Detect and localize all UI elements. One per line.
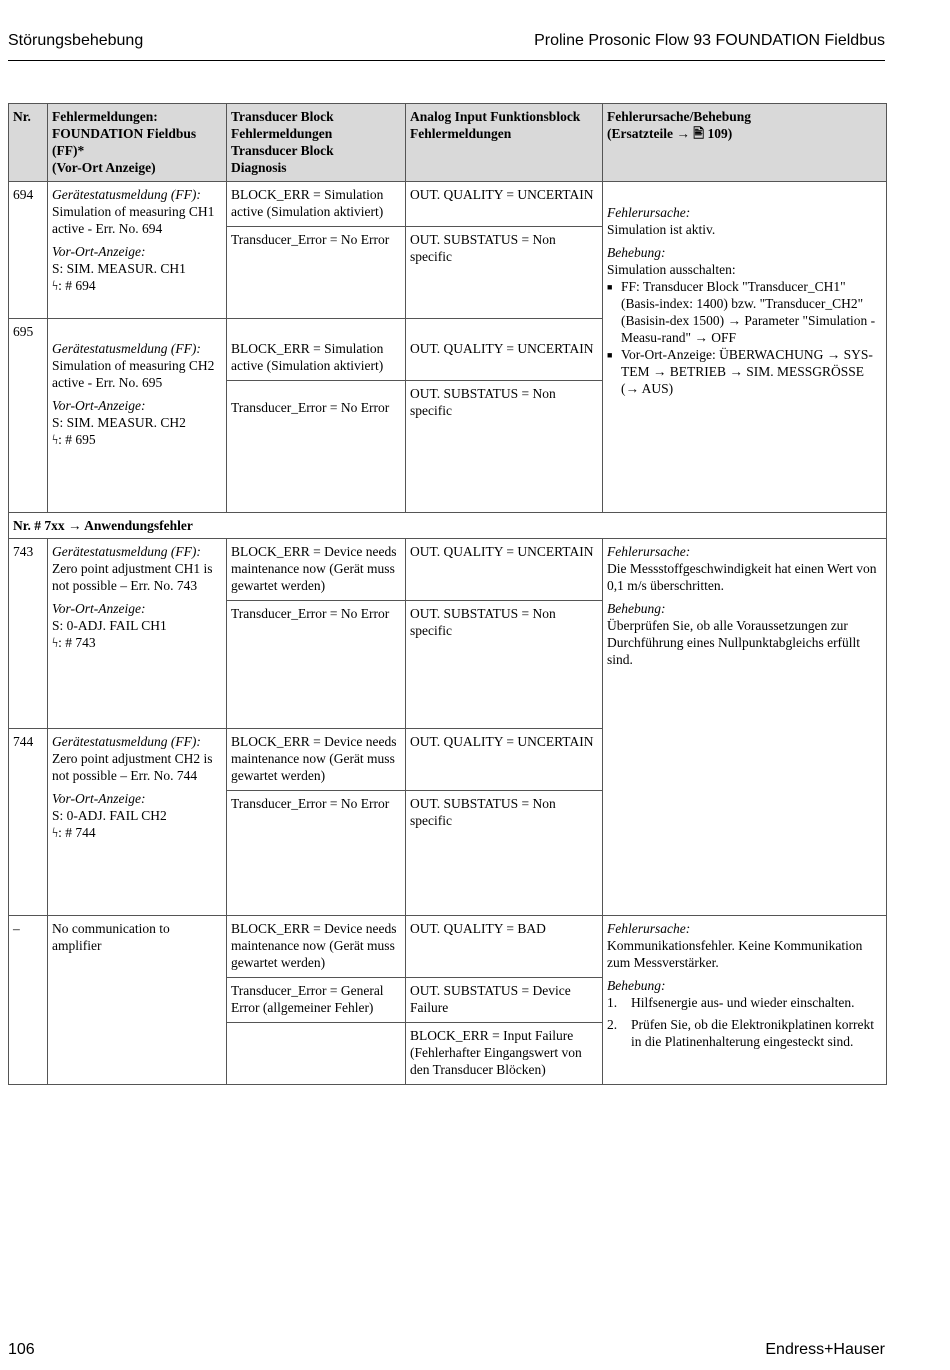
cell-ai-substatus: OUT. SUBSTATUS = Non specific bbox=[406, 791, 603, 916]
cell-transducer-block-err: BLOCK_ERR = Device needs maintenance now (Gerät muss gewartet werden) bbox=[227, 729, 406, 791]
cell-ff-message: Gerätestatusmeldung (FF): Zero point adjustment CH2 is not possible – Err. No. 744 Vor-Ort-Anzeige: S: 0-ADJ. FAIL CH2 ϟ: # 744 bbox=[48, 729, 227, 916]
cell-ai-quality: OUT. QUALITY = UNCERTAIN bbox=[406, 729, 603, 791]
cell-nr: 694 bbox=[9, 182, 48, 319]
list-item: ■ Vor-Ort-Anzeige: ÜBERWACHUNG → SYS-TEM → BETRIEB → SIM. MESSGRÖSSE (→ AUS) bbox=[621, 346, 882, 397]
cell-ff-message: Gerätestatusmeldung (FF): Zero point adjustment CH1 is not possible – Err. No. 743 Vor-Ort-Anzeige: S: 0-ADJ. FAIL CH1 ϟ: # 743 bbox=[48, 539, 227, 729]
cell-remedy-communication: Fehlerursache: Kommunikationsfehler. Keine Kommunikation zum Messverstärker. Behebung: 1. Hilfsenergie aus- und wieder einschalten. 2. Prüfen Sie, ob die Elektronikplatinen korrekt in die Platinenhalterung eingesteckt sind. bbox=[603, 916, 887, 1085]
col-header-ff: Fehlermeldungen: FOUNDATION Fieldbus (FF)* (Vor-Ort Anzeige) bbox=[48, 104, 227, 182]
header-section-title: Störungsbehebung bbox=[8, 32, 144, 49]
cell-transducer-error: Transducer_Error = No Error bbox=[227, 791, 406, 916]
remedy-list bbox=[607, 278, 882, 397]
table-header-row bbox=[9, 104, 887, 182]
cell-ai-substatus: OUT. SUBSTATUS = Device Failure bbox=[406, 978, 603, 1023]
section-row bbox=[9, 513, 887, 539]
table-row bbox=[9, 182, 887, 227]
list-item: 2. Prüfen Sie, ob die Elektronikplatinen korrekt in die Platinenhalterung eingesteckt sind. bbox=[607, 1017, 874, 1049]
page-number: 106 bbox=[8, 1341, 35, 1358]
cell-nr: 695 bbox=[9, 319, 48, 513]
section-title: Nr. # 7xx → Anwendungsfehler bbox=[9, 513, 887, 539]
cell-transducer-block-err: BLOCK_ERR = Device needs maintenance now (Gerät muss gewartet werden) bbox=[227, 539, 406, 601]
cell-transducer-block-err: BLOCK_ERR = Simulation active (Simulation aktiviert) bbox=[227, 319, 406, 381]
cell-ff-message: Gerätestatusmeldung (FF): Simulation of measuring CH1 active - Err. No. 694 Vor-Ort-Anzeige: S: SIM. MEASUR. CH1 ϟ: # 694 bbox=[48, 182, 227, 319]
cell-ai-quality: OUT. QUALITY = BAD bbox=[406, 916, 603, 978]
cell-ff-message: No communication to amplifier bbox=[48, 916, 227, 1085]
cell-nr: 744 bbox=[9, 729, 48, 916]
cell-ff-message: Gerätestatusmeldung (FF): Simulation of measuring CH2 active - Err. No. 695 Vor-Ort-Anzeige: S: SIM. MEASUR. CH2 ϟ: # 695 bbox=[48, 319, 227, 513]
cell-nr: 743 bbox=[9, 539, 48, 729]
cell-ai-quality: OUT. QUALITY = UNCERTAIN bbox=[406, 539, 603, 601]
table-row bbox=[9, 916, 887, 978]
cell-remedy-simulation: Fehlerursache: Simulation ist aktiv. Behebung: Simulation ausschalten: ■ FF: Transducer Block "Transducer_CH1" (Basis-index: 1400) bzw. "Transducer_CH2" (Basisin-dex 1500) → Parameter "Simulation - Measu-rand" → OFF ■ Vor-Ort-Anzeige: ÜBERWACHUNG → SYS-TEM → BETRIEB → SIM. MESSGRÖSSE (→ AUS) bbox=[603, 182, 887, 513]
header-product-title: Proline Prosonic Flow 93 FOUNDATION Fieldbus bbox=[534, 32, 885, 49]
header-rule bbox=[8, 60, 885, 61]
cell-ai-substatus: OUT. SUBSTATUS = Non specific bbox=[406, 601, 603, 729]
cell-ai-substatus: OUT. SUBSTATUS = Non specific bbox=[406, 227, 603, 319]
cell-ai-substatus: OUT. SUBSTATUS = Non specific bbox=[406, 381, 603, 513]
cell-nr: – bbox=[9, 916, 48, 1085]
col-header-transducer: Transducer Block Fehlermeldungen Transducer Block Diagnosis bbox=[227, 104, 406, 182]
col-header-nr: Nr. bbox=[9, 104, 48, 182]
col-header-analog-input: Analog Input Funktionsblock Fehlermeldungen bbox=[406, 104, 603, 182]
table-row bbox=[9, 539, 887, 601]
list-item: ■ FF: Transducer Block "Transducer_CH1" (Basis-index: 1400) bzw. "Transducer_CH2" (Basisin-dex 1500) → Parameter "Simulation - Measu-rand" → OFF bbox=[621, 278, 882, 346]
cell-ai-quality: OUT. QUALITY = UNCERTAIN bbox=[406, 182, 603, 227]
cell-transducer-error: Transducer_Error = No Error bbox=[227, 381, 406, 513]
cell-transducer-error: Transducer_Error = No Error bbox=[227, 227, 406, 319]
cell-ai-block-err: BLOCK_ERR = Input Failure (Fehlerhafter Eingangswert von den Transducer Blöcken) bbox=[406, 1023, 603, 1085]
col-header-remedy: Fehlerursache/Behebung (Ersatzteile → 🖹 109) bbox=[603, 104, 887, 182]
cell-ai-quality: OUT. QUALITY = UNCERTAIN bbox=[406, 319, 603, 381]
cell-transducer-error: Transducer_Error = General Error (allgemeiner Fehler) bbox=[227, 978, 406, 1023]
cell-empty bbox=[227, 1023, 406, 1085]
error-table bbox=[8, 103, 887, 1085]
cell-remedy-zero-point: Fehlerursache: Die Messstoffgeschwindigkeit hat einen Wert von 0,1 m/s überschritten. Behebung: Überprüfen Sie, ob alle Voraussetzungen zur Durchführung eines Nullpunktabgleichs erfüllt sind. bbox=[603, 539, 887, 916]
cell-transducer-block-err: BLOCK_ERR = Simulation active (Simulation aktiviert) bbox=[227, 182, 406, 227]
cell-transducer-block-err: BLOCK_ERR = Device needs maintenance now (Gerät muss gewartet werden) bbox=[227, 916, 406, 978]
cell-transducer-error: Transducer_Error = No Error bbox=[227, 601, 406, 729]
remedy-steps bbox=[607, 994, 882, 1050]
footer-brand: Endress+Hauser bbox=[765, 1341, 885, 1358]
list-item: 1. Hilfsenergie aus- und wieder einschalten. bbox=[607, 995, 855, 1010]
